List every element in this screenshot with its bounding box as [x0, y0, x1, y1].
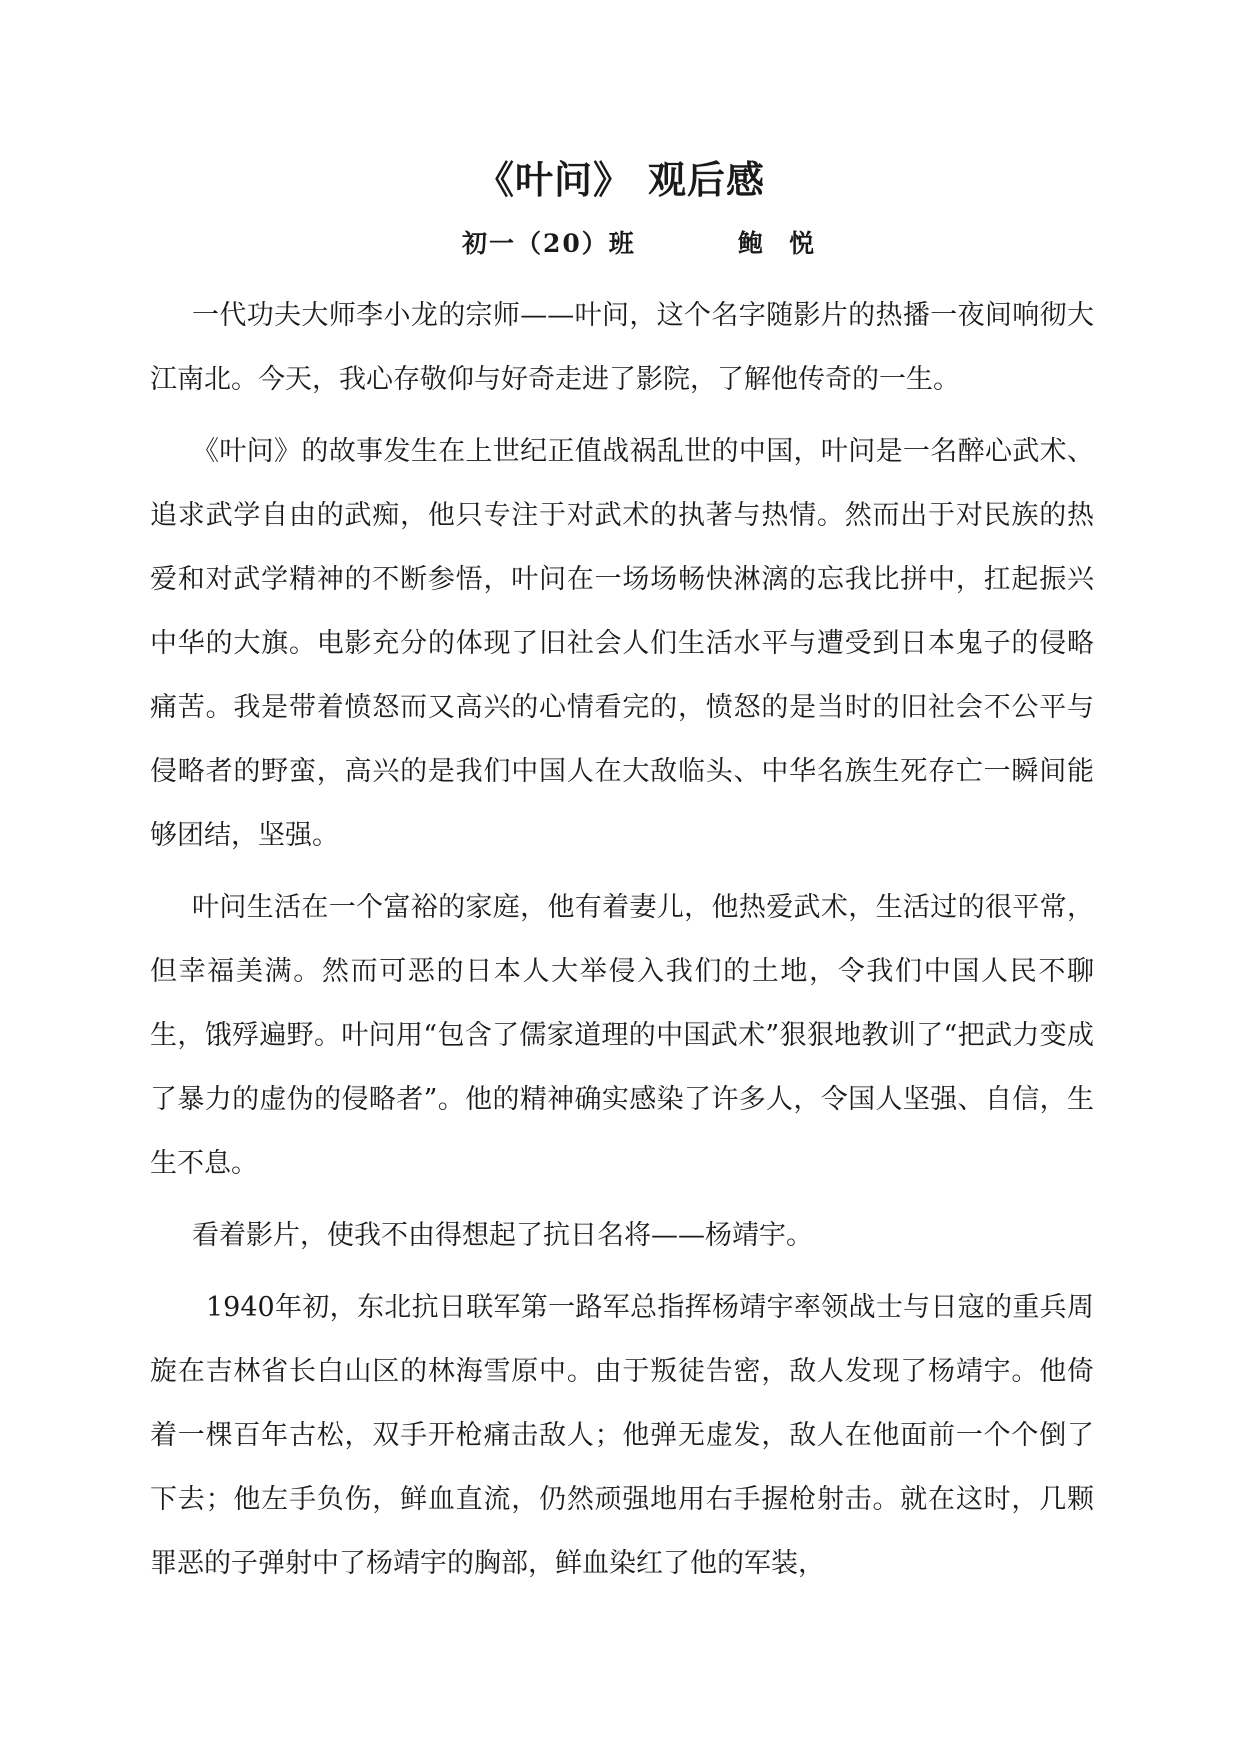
title-suffix: 观后感	[648, 157, 766, 202]
paragraph-3: 叶问生活在一个富裕的家庭，他有着妻儿，他热爱武术，生活过的很平常，但幸福美满。然而可恶的日本人大举侵入我们的土地，令我们中国人民不聊生，饿殍遍野。叶问用“包含了儒家道理的中国武术”狠狠地教训了“把武力变成了暴力的虚伪的侵略者”。他的精神确实感染了许多人，令国人坚强、自信，生生不息。	[150, 892, 1094, 1179]
author-name: 鲍悦	[738, 229, 841, 258]
title-film-name: 《叶问》	[475, 157, 632, 202]
document-title	[0, 150, 1241, 210]
paragraph-2: 《叶问》的故事发生在上世纪正值战祸乱世的中国，叶问是一名醉心武术、追求武学自由的武痴，他只专注于对武术的执著与热情。然而出于对民族的热爱和对武学精神的不断参悟，叶问在一场场畅快淋漓的忘我比拼中，扛起振兴中华的大旗。电影充分的体现了旧社会人们生活水平与遭受到日本鬼子的侵略痛苦。我是带着愤怒而又高兴的心情看完的，愤怒的是当时的旧社会不公平与侵略者的野蛮，高兴的是我们中国人在大敌临头、中华名族生死存亡一瞬间能够团结，坚强。	[150, 436, 1094, 851]
paragraph-5: 1940年初，东北抗日联军第一路军总指挥杨靖宇率领战士与日寇的重兵周旋在吉林省长白山区的林海雪原中。由于叛徒告密，敌人发现了杨靖宇。他倚着一棵百年古松，双手开枪痛击敌人；他弹无虚发，敌人在他面前一个个倒了下去；他左手负伤，鲜血直流，仍然顽强地用右手握枪射击。就在这时，几颗罪恶的子弹射中了杨靖宇的胸部，鲜血染红了他的军装，	[150, 1292, 1094, 1579]
essay-body	[150, 284, 1094, 1604]
class-label: 初一（20）班	[462, 229, 636, 258]
paragraph-1: 一代功夫大师李小龙的宗师——叶问，这个名字随影片的热播一夜间响彻大江南北。今天，我心存敬仰与好奇走进了影院，了解他传奇的一生。	[150, 300, 1094, 395]
byline	[0, 222, 1241, 266]
paragraph-4: 看着影片，使我不由得想起了抗日名将——杨靖宇。	[192, 1220, 813, 1251]
